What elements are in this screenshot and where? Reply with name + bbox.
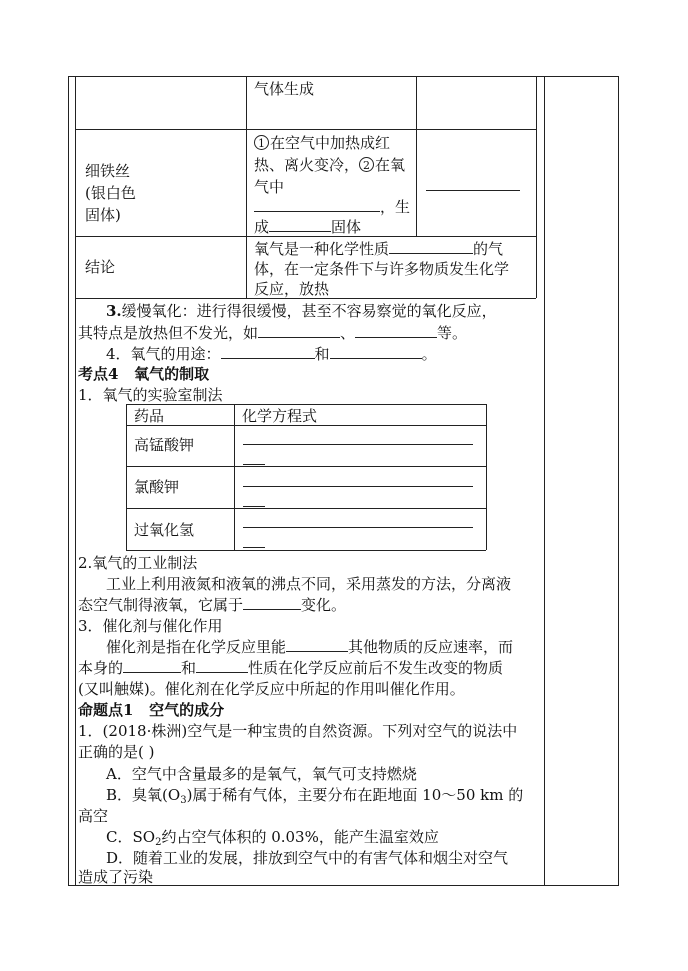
lab-col-header-equation: 化学方程式 bbox=[242, 407, 318, 425]
lab-row-reagent-1: 高锰酸钾 bbox=[134, 436, 195, 454]
blank-iron-phenomenon[interactable] bbox=[254, 197, 380, 212]
blank-oxygen-property[interactable] bbox=[389, 239, 473, 254]
option-b-sub: 3 bbox=[180, 795, 187, 806]
catalyst-heading: 3．催化剂与催化作用 bbox=[78, 617, 223, 635]
iron-wire-label-1: 细铁丝 bbox=[85, 162, 131, 180]
catalyst-line2-b: 和 bbox=[181, 659, 197, 677]
lab-table-left bbox=[126, 404, 127, 550]
question-line1: 1．(2018·株洲)空气是一种宝贵的自然资源。下列对空气的说法中 bbox=[78, 722, 518, 740]
uses-text-end: 。 bbox=[421, 345, 437, 363]
option-b[interactable] bbox=[106, 784, 523, 812]
slow-oxidation-number: 3. bbox=[106, 302, 122, 320]
iron-desc-line2 bbox=[254, 154, 405, 176]
catalyst-line2-c: 性质在化学反应前后不发生改变的物质 bbox=[248, 659, 504, 677]
iron-desc-line4-suffix: ，生 bbox=[380, 198, 411, 216]
blank-equation-h2o2-1[interactable] bbox=[243, 527, 473, 528]
topic1-label: 命题点1 bbox=[78, 701, 134, 719]
section4-title: 氧气的制取 bbox=[134, 365, 210, 383]
lab-table-col-divider bbox=[234, 404, 235, 550]
industrial-line1: 工业上利用液氮和液氧的沸点不同，采用蒸发的方法，分离液 bbox=[106, 575, 512, 593]
iron-wire-label-2: (银白色 bbox=[85, 184, 136, 202]
blank-catalyst-property-2[interactable] bbox=[196, 658, 248, 673]
option-c-b: 约占空气体积的 0.03%，能产生温室效应 bbox=[161, 828, 439, 846]
option-a[interactable]: A．空气中含量最多的是氧气，氧气可支持燃烧 bbox=[106, 765, 417, 783]
slow-oxidation-line1 bbox=[106, 300, 497, 322]
blank-equation-kclo3-2[interactable] bbox=[243, 506, 265, 507]
blank-slow-oxidation-example-1[interactable] bbox=[258, 323, 340, 338]
blank-oxygen-use-2[interactable] bbox=[330, 344, 422, 359]
option-b-a: B．臭氧(O bbox=[106, 786, 181, 804]
blank-catalyst-property-1[interactable] bbox=[123, 658, 181, 673]
iron-desc-item1: 在空气中加热成红 bbox=[270, 134, 391, 152]
catalyst-line1 bbox=[106, 636, 513, 658]
blank-iron-equation[interactable] bbox=[426, 190, 520, 191]
conclusion-line1-b: 的气 bbox=[473, 240, 504, 258]
table-row-divider-1 bbox=[75, 129, 536, 130]
slow-oxidation-line2-a: 其特点是放热但不发光，如 bbox=[78, 324, 259, 342]
iron-desc-line2-a: 热、离火变冷， bbox=[254, 156, 360, 174]
table-col-divider-2 bbox=[416, 76, 417, 236]
lab-table-row2-bottom bbox=[126, 508, 486, 509]
table-col-divider-1 bbox=[246, 76, 247, 298]
blank-equation-h2o2-2[interactable] bbox=[243, 547, 265, 548]
option-b-line2: 高空 bbox=[78, 807, 109, 825]
catalyst-line3: (又叫触媒)。催化剂在化学反应中所起的作用叫催化作用。 bbox=[78, 680, 465, 698]
row1-text: 气体生成 bbox=[254, 80, 315, 98]
catalyst-line2-a: 本身的 bbox=[78, 659, 124, 677]
topic1-title: 空气的成分 bbox=[149, 701, 225, 719]
blank-catalyst-effect[interactable] bbox=[286, 637, 348, 652]
lab-table-bottom bbox=[126, 550, 486, 551]
blank-equation-kclo3-1[interactable] bbox=[243, 486, 473, 487]
option-c-a: C．SO bbox=[106, 828, 156, 846]
table-right-border bbox=[536, 76, 537, 298]
industrial-heading: 2.氧气的工业制法 bbox=[78, 554, 198, 572]
blank-slow-oxidation-example-2[interactable] bbox=[355, 323, 437, 338]
slow-oxidation-end: 等。 bbox=[437, 324, 468, 342]
circled-number-2: 2 bbox=[359, 157, 374, 172]
uses-text-a: 4．氧气的用途： bbox=[106, 345, 221, 363]
blank-change-type[interactable] bbox=[243, 595, 301, 610]
conclusion-label: 结论 bbox=[85, 258, 116, 276]
option-b-b: )属于稀有气体，主要分布在距地面 10～50 km 的 bbox=[186, 786, 524, 804]
lab-method-heading: 1．氧气的实验室制法 bbox=[78, 386, 223, 404]
slow-oxidation-sep: 、 bbox=[340, 324, 356, 342]
blank-equation-kmno4-1[interactable] bbox=[243, 444, 473, 445]
question-line2: 正确的是( ) bbox=[78, 743, 155, 761]
iron-desc-line5-b: 固体 bbox=[331, 218, 362, 236]
left-inner-border bbox=[75, 76, 76, 886]
catalyst-line2 bbox=[78, 657, 503, 679]
iron-desc-line4 bbox=[254, 196, 410, 218]
section4-label: 考点4 bbox=[78, 365, 119, 383]
catalyst-line1-a: 催化剂是指在化学反应里能 bbox=[106, 638, 287, 656]
uses-text-b: 和 bbox=[314, 345, 330, 363]
slow-oxidation-text: 缓慢氧化：进行得很缓慢，甚至不容易察觉的氧化反应， bbox=[121, 302, 497, 320]
lab-table-right bbox=[486, 404, 487, 550]
iron-desc-line5-a: 成 bbox=[254, 218, 270, 236]
option-d-line2: 造成了污染 bbox=[78, 868, 154, 886]
topic1-heading bbox=[78, 699, 224, 721]
right-column-border bbox=[544, 76, 545, 886]
section4-heading bbox=[78, 363, 209, 385]
lab-col-header-reagent: 药品 bbox=[134, 407, 165, 425]
conclusion-line3: 反应，放热 bbox=[254, 280, 330, 298]
conclusion-line1 bbox=[254, 238, 503, 260]
option-d[interactable]: D．随着工业的发展，排放到空气中的有害气体和烟尘对空气 bbox=[106, 849, 509, 867]
iron-desc-line2-b: 在氧 bbox=[375, 156, 406, 174]
iron-wire-label-3: 固体) bbox=[85, 206, 121, 224]
industrial-line2-b: 变化。 bbox=[301, 596, 347, 614]
circled-number-1: 1 bbox=[254, 135, 269, 150]
blank-equation-kmno4-2[interactable] bbox=[243, 464, 265, 465]
iron-desc-line5 bbox=[254, 216, 361, 238]
option-c-sub: 2 bbox=[155, 837, 162, 848]
blank-iron-product-color[interactable] bbox=[269, 217, 331, 232]
industrial-line2-a: 态空气制得液氧，它属于 bbox=[78, 596, 244, 614]
lab-table-row1-bottom bbox=[126, 466, 486, 467]
lab-row-reagent-2: 氯酸钾 bbox=[134, 478, 180, 496]
industrial-line2 bbox=[78, 594, 346, 616]
conclusion-line2: 体，在一定条件下与许多物质发生化学 bbox=[254, 260, 510, 278]
iron-desc-line1 bbox=[254, 132, 390, 154]
conclusion-line1-a: 氧气是一种化学性质 bbox=[254, 240, 390, 258]
blank-oxygen-use-1[interactable] bbox=[221, 344, 315, 359]
lab-row-reagent-3: 过氧化氢 bbox=[134, 521, 195, 539]
catalyst-line1-b: 其他物质的反应速率，而 bbox=[348, 638, 514, 656]
slow-oxidation-line2 bbox=[78, 322, 467, 344]
iron-desc-line3: 气中 bbox=[254, 178, 285, 196]
oxygen-uses-line bbox=[106, 343, 437, 365]
